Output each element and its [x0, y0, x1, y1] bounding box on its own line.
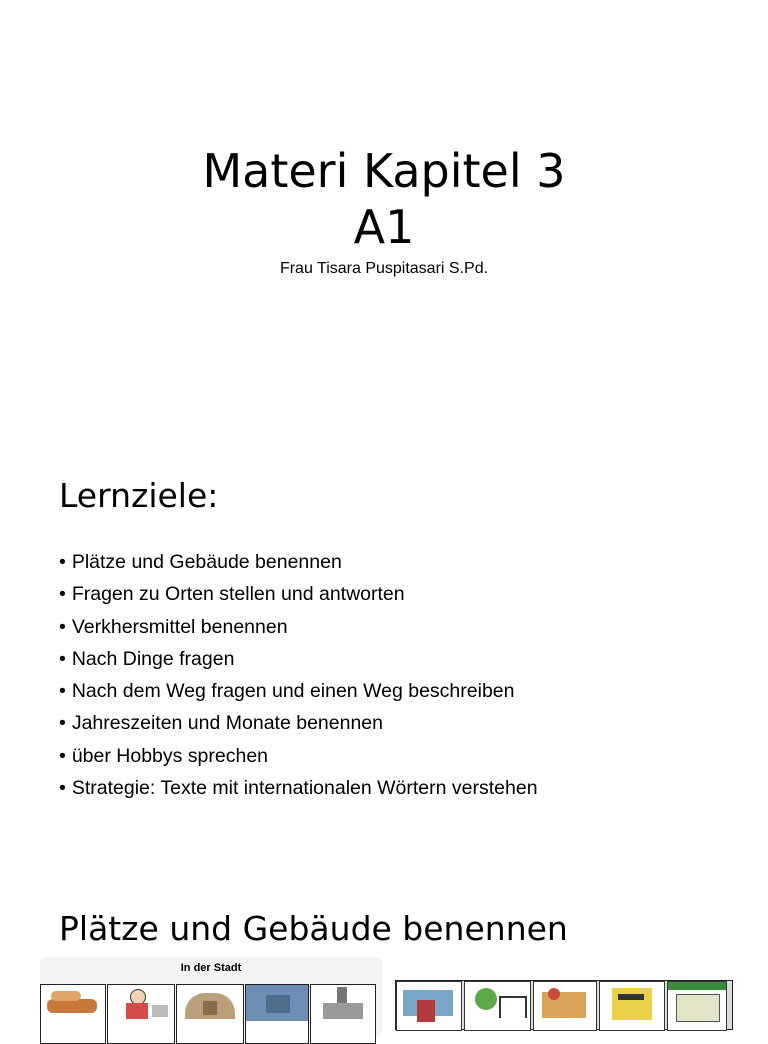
shop-picture	[107, 984, 175, 1044]
places-picture-strip	[395, 980, 733, 1030]
presentation-title	[0, 143, 768, 255]
lernziele-heading: Lernziele:	[59, 476, 219, 515]
list-item: • Nach Dinge fragen	[59, 643, 538, 675]
list-item: • über Hobbys sprechen	[59, 740, 538, 772]
places-heading: Plätze und Gebäude benennen	[59, 909, 568, 948]
church-picture	[310, 984, 376, 1044]
title-line-1: Materi Kapitel 3	[202, 143, 566, 198]
title-slide	[0, 0, 768, 420]
list-item: • Strategie: Texte mit internationalen Wörtern verstehen	[59, 772, 538, 804]
city-picture-card	[40, 957, 382, 1037]
learning-goals-list	[59, 546, 538, 804]
author-subtitle: Frau Tisara Puspitasari S.Pd.	[279, 260, 489, 277]
title-line-2: A1	[353, 199, 415, 254]
list-item: • Plätze und Gebäude benennen	[59, 546, 538, 578]
bakery-picture	[40, 984, 106, 1044]
list-item: • Jahreszeiten und Monate benennen	[59, 707, 538, 739]
list-item: • Verkhersmittel benennen	[59, 611, 538, 643]
list-item: • Fragen zu Orten stellen und antworten	[59, 578, 538, 610]
list-item: • Nach dem Weg fragen und einen Weg beschreiben	[59, 675, 538, 707]
picture-row	[40, 984, 377, 1044]
hospital-picture	[176, 984, 244, 1044]
card-title: In der Stadt	[180, 962, 242, 974]
harbour-picture	[245, 984, 309, 1044]
